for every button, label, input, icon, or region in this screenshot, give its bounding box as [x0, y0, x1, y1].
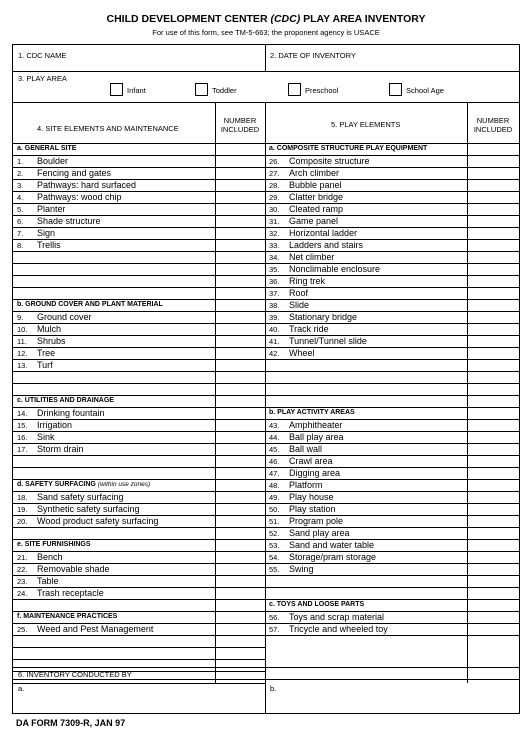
row-divider — [13, 275, 265, 276]
divider — [265, 679, 266, 713]
number-included-cell[interactable] — [216, 420, 264, 431]
divider — [13, 667, 519, 668]
list-item: 19. Synthetic safety surfacing — [17, 504, 140, 514]
row-divider — [265, 395, 519, 396]
number-included-cell[interactable] — [216, 240, 264, 251]
list-item: 45. Ball wall — [269, 444, 323, 454]
list-item: 15. Irrigation — [17, 420, 73, 430]
number-included-cell[interactable] — [468, 504, 518, 515]
divider — [467, 102, 468, 683]
number-included-cell[interactable] — [468, 432, 518, 443]
list-item: 37. Roof — [269, 288, 309, 298]
list-item: 7. Sign — [17, 228, 56, 238]
row-divider — [13, 611, 265, 612]
row-divider — [13, 659, 265, 660]
right-number-header: NUMBER INCLUDED — [473, 116, 513, 134]
number-included-cell[interactable] — [468, 528, 518, 539]
list-item: 21. Bench — [17, 552, 63, 562]
list-item: 54. Storage/pram storage — [269, 552, 377, 562]
school-age-label: School Age — [406, 86, 444, 95]
list-item: 27. Arch climber — [269, 168, 340, 178]
number-included-cell[interactable] — [216, 516, 264, 527]
divider — [265, 102, 266, 683]
number-included-cell[interactable] — [468, 612, 518, 623]
number-included-cell[interactable] — [468, 516, 518, 527]
number-included-cell[interactable] — [468, 276, 518, 287]
number-included-cell[interactable] — [216, 504, 264, 515]
preschool-checkbox[interactable] — [288, 83, 301, 96]
number-included-cell[interactable] — [468, 228, 518, 239]
play-elements-header: 5. PLAY ELEMENTS — [331, 120, 401, 129]
number-included-cell[interactable] — [468, 348, 518, 359]
list-item: 11. Shrubs — [17, 336, 66, 346]
inventory-conducted-by-label: 6. INVENTORY CONDUCTED BY — [18, 670, 132, 679]
list-item: 16. Sink — [17, 432, 55, 442]
section-title: b. GROUND COVER AND PLANT MATERIAL — [17, 301, 163, 308]
number-included-cell[interactable] — [468, 480, 518, 491]
list-item: 44. Ball play area — [269, 432, 344, 442]
list-item: 10. Mulch — [17, 324, 62, 334]
left-number-header: NUMBER INCLUDED — [220, 116, 260, 134]
list-item: 24. Trash receptacle — [17, 588, 104, 598]
number-included-cell[interactable] — [216, 180, 264, 191]
number-included-cell[interactable] — [216, 324, 264, 335]
school-age-checkbox[interactable] — [389, 83, 402, 96]
row-divider — [265, 359, 519, 360]
list-item: 36. Ring trek — [269, 276, 326, 286]
list-item: 57. Tricycle and wheeled toy — [269, 624, 388, 634]
list-item: 30. Cleated ramp — [269, 204, 344, 214]
list-item: 38. Slide — [269, 300, 310, 310]
section-title: c. TOYS AND LOOSE PARTS — [269, 601, 365, 608]
divider — [13, 679, 519, 680]
number-included-cell[interactable] — [468, 156, 518, 167]
number-included-cell[interactable] — [468, 264, 518, 275]
list-item: 46. Crawl area — [269, 456, 333, 466]
list-item: 23. Table — [17, 576, 59, 586]
number-included-cell[interactable] — [468, 420, 518, 431]
row-divider — [13, 527, 265, 528]
number-included-cell[interactable] — [216, 168, 264, 179]
divider — [13, 71, 519, 72]
number-included-cell[interactable] — [216, 492, 264, 503]
list-item: 51. Program pole — [269, 516, 344, 526]
list-item: 18. Sand safety surfacing — [17, 492, 124, 502]
list-item: 20. Wood product safety surfacing — [17, 516, 159, 526]
number-included-cell[interactable] — [468, 312, 518, 323]
number-included-cell[interactable] — [468, 216, 518, 227]
number-included-cell[interactable] — [216, 444, 264, 455]
list-item: 8. Trellis — [17, 240, 61, 250]
row-divider — [13, 599, 265, 600]
row-divider — [265, 371, 519, 372]
list-item: 48. Platform — [269, 480, 323, 490]
number-included-cell[interactable] — [468, 300, 518, 311]
list-item: 28. Bubble panel — [269, 180, 342, 190]
row-divider — [13, 635, 265, 636]
list-item: 31. Game panel — [269, 216, 339, 226]
site-elements-header: 4. SITE ELEMENTS AND MAINTENANCE — [37, 124, 179, 133]
number-included-cell[interactable] — [216, 408, 264, 419]
list-item: 14. Drinking fountain — [17, 408, 105, 418]
list-item: 41. Tunnel/Tunnel slide — [269, 336, 367, 346]
number-included-cell[interactable] — [468, 564, 518, 575]
list-item: 3. Pathways: hard surfaced — [17, 180, 137, 190]
number-included-cell[interactable] — [468, 444, 518, 455]
number-included-cell[interactable] — [468, 624, 518, 635]
number-included-cell[interactable] — [468, 324, 518, 335]
row-divider — [13, 683, 265, 684]
row-divider — [13, 287, 265, 288]
toddler-label: Toddler — [212, 86, 237, 95]
number-included-cell[interactable] — [216, 336, 264, 347]
number-included-cell[interactable] — [216, 312, 264, 323]
list-item: 49. Play house — [269, 492, 334, 502]
number-included-cell[interactable] — [468, 168, 518, 179]
row-divider — [13, 263, 265, 264]
number-included-cell[interactable] — [468, 180, 518, 191]
number-included-cell[interactable] — [468, 552, 518, 563]
number-included-cell[interactable] — [216, 360, 264, 371]
row-divider — [265, 635, 519, 636]
section-title: a. COMPOSITE STRUCTURE PLAY EQUIPMENT — [269, 145, 428, 152]
inventory-form — [12, 44, 520, 714]
list-item: 17. Storm drain — [17, 444, 84, 454]
section-title: d. SAFETY SURFACING (within use zones) — [17, 481, 151, 488]
form-title: CHILD DEVELOPMENT CENTER (CDC) PLAY AREA INVENTORY — [106, 13, 426, 25]
list-item: 33. Ladders and stairs — [269, 240, 364, 250]
divider — [13, 143, 519, 144]
row-divider — [13, 479, 265, 480]
number-included-cell[interactable] — [468, 468, 518, 479]
number-included-cell[interactable] — [468, 456, 518, 467]
list-item: 52. Sand play area — [269, 528, 350, 538]
number-included-cell[interactable] — [468, 492, 518, 503]
number-included-cell[interactable] — [468, 252, 518, 263]
row-divider — [13, 251, 265, 252]
list-item: 32. Horizontal ladder — [269, 228, 358, 238]
toddler-checkbox[interactable] — [195, 83, 208, 96]
list-item: 43. Amphitheater — [269, 420, 343, 430]
list-item: 5. Planter — [17, 204, 66, 214]
form-number: DA FORM 7309-R, JAN 97 — [16, 718, 126, 728]
number-included-cell[interactable] — [216, 228, 264, 239]
number-included-cell[interactable] — [216, 348, 264, 359]
list-item: 22. Removable shade — [17, 564, 110, 574]
number-included-cell[interactable] — [468, 336, 518, 347]
number-included-cell[interactable] — [216, 588, 264, 599]
row-divider — [13, 467, 265, 468]
divider — [265, 45, 266, 71]
section-title: a. GENERAL SITE — [17, 145, 77, 152]
list-item: 1. Boulder — [17, 156, 69, 166]
list-item: 13. Turf — [17, 360, 53, 370]
form-subtitle: For use of this form, see TM-5-663; the proponent agency is USACE — [152, 28, 380, 37]
row-divider — [265, 407, 519, 408]
list-item: 35. Nonclimable enclosure — [269, 264, 381, 274]
date-of-inventory-label: 2. DATE OF INVENTORY — [270, 51, 356, 60]
row-divider — [265, 587, 519, 588]
number-included-cell[interactable] — [468, 540, 518, 551]
list-item: 40. Track ride — [269, 324, 329, 334]
signature-a-label: a. — [18, 684, 25, 693]
number-included-cell[interactable] — [468, 240, 518, 251]
list-item: 53. Sand and water table — [269, 540, 375, 550]
list-item: 55. Swing — [269, 564, 314, 574]
section-title: e. SITE FURNISHINGS — [17, 541, 91, 548]
row-divider — [13, 371, 265, 372]
row-divider — [13, 299, 265, 300]
list-item: 42. Wheel — [269, 348, 315, 358]
list-item: 9. Ground cover — [17, 312, 92, 322]
infant-label: Infant — [127, 86, 146, 95]
list-item: 47. Digging area — [269, 468, 341, 478]
section-title: f. MAINTENANCE PRACTICES — [17, 613, 118, 620]
list-item: 2. Fencing and gates — [17, 168, 112, 178]
list-item: 12. Tree — [17, 348, 56, 358]
list-item: 4. Pathways: wood chip — [17, 192, 122, 202]
number-included-cell[interactable] — [216, 204, 264, 215]
play-area-label: 3. PLAY AREA — [18, 74, 67, 83]
list-item: 29. Clatter bridge — [269, 192, 344, 202]
row-divider — [265, 599, 519, 600]
row-divider — [13, 647, 265, 648]
divider — [215, 102, 216, 683]
number-included-cell[interactable] — [216, 432, 264, 443]
row-divider — [13, 395, 265, 396]
section-title: c. UTILITIES AND DRAINAGE — [17, 397, 114, 404]
signature-b-label: b. — [270, 684, 277, 693]
row-divider — [265, 383, 519, 384]
list-item: 56. Toys and scrap material — [269, 612, 385, 622]
divider — [13, 102, 519, 103]
list-item: 6. Shade structure — [17, 216, 101, 226]
list-item: 34. Net climber — [269, 252, 335, 262]
cdc-name-label: 1. CDC NAME — [18, 51, 67, 60]
number-included-cell[interactable] — [216, 192, 264, 203]
list-item: 39. Stationary bridge — [269, 312, 358, 322]
number-included-cell[interactable] — [468, 288, 518, 299]
row-divider — [13, 455, 265, 456]
row-divider — [265, 575, 519, 576]
number-included-cell[interactable] — [216, 216, 264, 227]
infant-checkbox[interactable] — [110, 83, 123, 96]
number-included-cell[interactable] — [216, 564, 264, 575]
section-title: b. PLAY ACTIVITY AREAS — [269, 409, 355, 416]
number-included-cell[interactable] — [468, 192, 518, 203]
list-item: 50. Play station — [269, 504, 336, 514]
number-included-cell[interactable] — [216, 552, 264, 563]
list-item: 26. Composite structure — [269, 156, 370, 166]
row-divider — [13, 539, 265, 540]
number-included-cell[interactable] — [216, 156, 264, 167]
preschool-label: Preschool — [305, 86, 339, 95]
number-included-cell[interactable] — [468, 204, 518, 215]
number-included-cell[interactable] — [216, 624, 264, 635]
list-item: 25. Weed and Pest Management — [17, 624, 154, 634]
number-included-cell[interactable] — [216, 576, 264, 587]
row-divider — [13, 383, 265, 384]
